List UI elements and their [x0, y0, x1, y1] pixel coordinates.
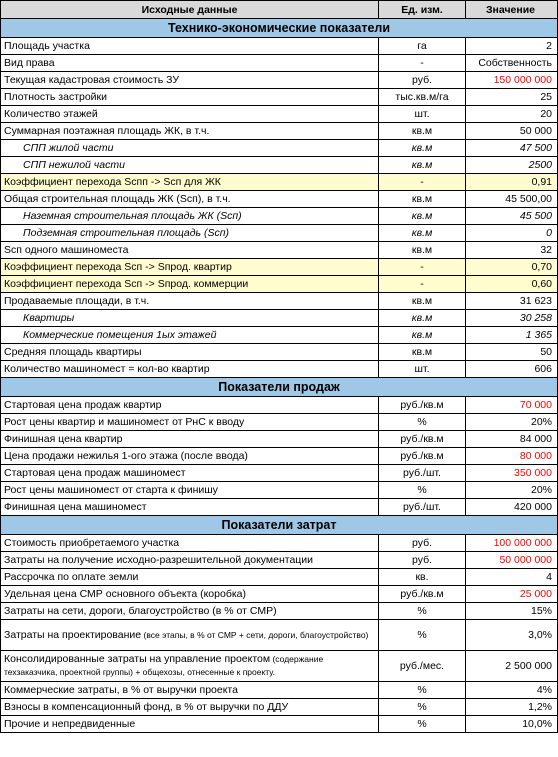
row-label-cell	[1, 293, 379, 310]
row-value: 0,91	[466, 174, 558, 191]
row-label-cell	[1, 552, 379, 569]
row-label-cell	[1, 716, 379, 733]
row-label-cell	[1, 482, 379, 499]
row-label-cell	[1, 157, 379, 174]
row-label: Удельная цена СМР основного объекта (коробка)	[4, 588, 246, 600]
row-label-cell	[1, 327, 379, 344]
row-label-cell	[1, 397, 379, 414]
row-label: Текущая кадастровая стоимость ЗУ	[4, 74, 180, 86]
row-value: 0,60	[466, 276, 558, 293]
row-label: Коэффициент перехода Sспп -> Sсп для ЖК	[4, 176, 221, 188]
row-unit: руб./кв.м	[379, 431, 466, 448]
row-note: (все этапы, в % от СМР + сети, дороги, благоустройство)	[141, 629, 369, 640]
row-label: СПП нежилой части	[23, 159, 125, 171]
table-row	[1, 106, 558, 123]
row-value: 2	[466, 38, 558, 55]
row-value: 15%	[466, 603, 558, 620]
row-unit: кв.м	[379, 191, 466, 208]
table-row	[1, 38, 558, 55]
row-value: 45 500,00	[466, 191, 558, 208]
row-value: 420 000	[466, 499, 558, 516]
row-label: Рост цены квартир и машиномест от РнС к вводу	[4, 416, 245, 428]
row-label: Площадь участка	[4, 40, 90, 52]
row-unit: шт.	[379, 361, 466, 378]
row-unit: руб./мес.	[379, 651, 466, 682]
row-unit: га	[379, 38, 466, 55]
row-label-cell	[1, 191, 379, 208]
table-row	[1, 569, 558, 586]
table-row	[1, 327, 558, 344]
row-label-cell	[1, 499, 379, 516]
row-value: 50 000 000	[466, 552, 558, 569]
row-label-cell	[1, 586, 379, 603]
section-title: Показатели затрат	[1, 516, 558, 535]
row-label: Sсп одного машиноместа	[4, 244, 129, 256]
row-value: 100 000 000	[466, 535, 558, 552]
row-value: 4%	[466, 682, 558, 699]
table-row	[1, 174, 558, 191]
row-label-cell	[1, 569, 379, 586]
table-row	[1, 535, 558, 552]
row-label: Подземная строительная площадь (Sсп)	[23, 227, 230, 239]
table-row	[1, 552, 558, 569]
table-row	[1, 208, 558, 225]
row-label: СПП жилой части	[23, 142, 114, 154]
table-row	[1, 448, 558, 465]
row-label-cell	[1, 431, 379, 448]
table-row	[1, 414, 558, 431]
row-unit: руб./шт.	[379, 465, 466, 482]
row-label-cell	[1, 55, 379, 72]
row-value: 80 000	[466, 448, 558, 465]
row-label: Суммарная поэтажная площадь ЖК, в т.ч.	[4, 125, 210, 137]
row-label: Количество этажей	[4, 108, 98, 120]
row-label-cell	[1, 38, 379, 55]
row-label-cell	[1, 682, 379, 699]
row-label: Рост цены машиномест от старта к финишу	[4, 484, 218, 496]
row-value: 20%	[466, 482, 558, 499]
row-label-cell	[1, 535, 379, 552]
row-unit: кв.м	[379, 208, 466, 225]
table-row	[1, 55, 558, 72]
row-unit: руб./кв.м	[379, 448, 466, 465]
row-label-cell	[1, 89, 379, 106]
table-row	[1, 157, 558, 174]
table-row	[1, 716, 558, 733]
row-label-cell	[1, 140, 379, 157]
table-row	[1, 225, 558, 242]
row-unit: -	[379, 174, 466, 191]
row-label: Цена продажи нежилья 1-ого этажа (после ввода)	[4, 450, 248, 462]
table-row	[1, 310, 558, 327]
row-unit: тыс.кв.м/га	[379, 89, 466, 106]
table-row	[1, 465, 558, 482]
table-row	[1, 123, 558, 140]
table-row	[1, 191, 558, 208]
row-label-cell	[1, 344, 379, 361]
table-row	[1, 242, 558, 259]
row-label-cell	[1, 361, 379, 378]
row-unit: руб.	[379, 552, 466, 569]
section-title: Показатели продаж	[1, 378, 558, 397]
table-row	[1, 699, 558, 716]
row-unit: кв.м	[379, 327, 466, 344]
row-unit: -	[379, 276, 466, 293]
row-label: Прочие и непредвиденные	[4, 718, 136, 730]
row-label-cell	[1, 72, 379, 89]
row-label-cell	[1, 699, 379, 716]
table-row	[1, 72, 558, 89]
row-label: Наземная строительная площадь ЖК (Sсп)	[23, 210, 242, 222]
row-label: Стоимость приобретаемого участка	[4, 537, 180, 549]
row-label: Коммерческие затраты, в % от выручки проекта	[4, 684, 238, 696]
row-label-cell	[1, 414, 379, 431]
section-header-row	[1, 516, 558, 535]
table-row	[1, 361, 558, 378]
row-label-cell	[1, 310, 379, 327]
row-unit: кв.м	[379, 293, 466, 310]
table-row	[1, 397, 558, 414]
row-value: 50	[466, 344, 558, 361]
row-unit: руб./шт.	[379, 499, 466, 516]
row-label: Стартовая цена продаж квартир	[4, 399, 162, 411]
row-label: Затраты на проектирование	[4, 628, 142, 641]
section-title: Технико-экономические показатели	[1, 19, 558, 38]
row-label-cell	[1, 651, 379, 682]
row-label: Вид права	[4, 57, 55, 69]
row-note: (содержание техзаказчика, проектной группы) + общехозы, отнесенные к проекту.	[4, 654, 324, 677]
row-label: Коэффициент перехода Sсп -> Sпрод. коммерции	[4, 278, 249, 290]
row-value: 350 000	[466, 465, 558, 482]
row-label-cell	[1, 448, 379, 465]
row-label: Финишная цена квартир	[4, 433, 123, 445]
row-unit: кв.м	[379, 140, 466, 157]
section-header-row	[1, 378, 558, 397]
row-unit: руб./кв.м	[379, 586, 466, 603]
row-label: Затраты на сети, дороги, благоустройство (в % от СМР)	[4, 605, 277, 617]
row-unit: %	[379, 699, 466, 716]
row-label-cell	[1, 242, 379, 259]
row-label-cell	[1, 603, 379, 620]
header-value: Значение	[466, 1, 558, 19]
table-row	[1, 293, 558, 310]
table-header-row	[1, 1, 558, 19]
row-label: Коэффициент перехода Sсп -> Sпрод. квартир	[4, 261, 232, 273]
row-value: 50 000	[466, 123, 558, 140]
row-unit: кв.м	[379, 157, 466, 174]
row-unit: -	[379, 55, 466, 72]
row-value: 32	[466, 242, 558, 259]
row-unit: %	[379, 620, 466, 651]
row-value: 606	[466, 361, 558, 378]
row-unit: кв.м	[379, 123, 466, 140]
row-value: 1 365	[466, 327, 558, 344]
row-value: 25 000	[466, 586, 558, 603]
row-label-cell	[1, 208, 379, 225]
table-row	[1, 259, 558, 276]
row-unit: кв.м	[379, 242, 466, 259]
row-label: Количество машиномест = кол-во квартир	[4, 363, 210, 375]
table-row	[1, 682, 558, 699]
table-row	[1, 482, 558, 499]
row-unit: %	[379, 414, 466, 431]
row-label-cell	[1, 225, 379, 242]
row-value: 25	[466, 89, 558, 106]
row-label: Финишная цена машиномест	[4, 501, 147, 513]
row-value: 30 258	[466, 310, 558, 327]
row-unit: кв.м	[379, 225, 466, 242]
table-row	[1, 344, 558, 361]
row-label: Стартовая цена продаж машиномест	[4, 467, 186, 479]
row-unit: кв.м	[379, 344, 466, 361]
row-label-cell	[1, 620, 379, 651]
row-unit: кв.	[379, 569, 466, 586]
row-unit: руб.	[379, 535, 466, 552]
row-value: 4	[466, 569, 558, 586]
row-value: 45 500	[466, 208, 558, 225]
row-value: 0	[466, 225, 558, 242]
table-row	[1, 276, 558, 293]
row-label: Затраты на получение исходно-разрешительной документации	[4, 554, 314, 566]
row-value: 47 500	[466, 140, 558, 157]
row-label: Квартиры	[23, 312, 75, 324]
row-label-cell	[1, 276, 379, 293]
header-source-data: Исходные данные	[1, 1, 379, 19]
row-value: 20%	[466, 414, 558, 431]
row-unit: %	[379, 716, 466, 733]
row-label: Средняя площадь квартиры	[4, 346, 142, 358]
row-value: 2 500 000	[466, 651, 558, 682]
row-label-cell	[1, 259, 379, 276]
table-row	[1, 89, 558, 106]
row-label: Общая строительная площадь ЖК (Sсп), в т.ч.	[4, 193, 231, 205]
table-row	[1, 651, 558, 682]
row-unit: руб./кв.м	[379, 397, 466, 414]
row-unit: кв.м	[379, 310, 466, 327]
row-label: Коммерческие помещения 1ых этажей	[23, 329, 217, 341]
row-unit: %	[379, 482, 466, 499]
row-label: Взносы в компенсационный фонд, в % от выручки по ДДУ	[4, 701, 289, 713]
row-value: 1,2%	[466, 699, 558, 716]
table-row	[1, 140, 558, 157]
row-value: 84 000	[466, 431, 558, 448]
row-label-cell	[1, 123, 379, 140]
row-value: 3,0%	[466, 620, 558, 651]
row-value: 70 000	[466, 397, 558, 414]
row-value: Собственность	[466, 55, 558, 72]
row-unit: -	[379, 259, 466, 276]
table-row	[1, 431, 558, 448]
section-header-row	[1, 19, 558, 38]
row-value: 0,70	[466, 259, 558, 276]
row-label-cell	[1, 465, 379, 482]
header-unit: Ед. изм.	[379, 1, 466, 19]
row-unit: %	[379, 682, 466, 699]
row-label: Рассрочка по оплате земли	[4, 571, 139, 583]
row-unit: %	[379, 603, 466, 620]
table-row	[1, 603, 558, 620]
row-value: 31 623	[466, 293, 558, 310]
table-row	[1, 499, 558, 516]
row-label-cell	[1, 106, 379, 123]
row-value: 20	[466, 106, 558, 123]
row-value: 2500	[466, 157, 558, 174]
row-label-cell	[1, 174, 379, 191]
row-unit: шт.	[379, 106, 466, 123]
row-label: Плотность застройки	[4, 91, 108, 103]
table-row	[1, 586, 558, 603]
row-unit: руб.	[379, 72, 466, 89]
row-label: Продаваемые площади, в т.ч.	[4, 295, 150, 307]
row-label: Консолидированные затраты на управление проектом	[4, 653, 271, 665]
table-row	[1, 620, 558, 651]
row-value: 150 000 000	[466, 72, 558, 89]
row-value: 10,0%	[466, 716, 558, 733]
